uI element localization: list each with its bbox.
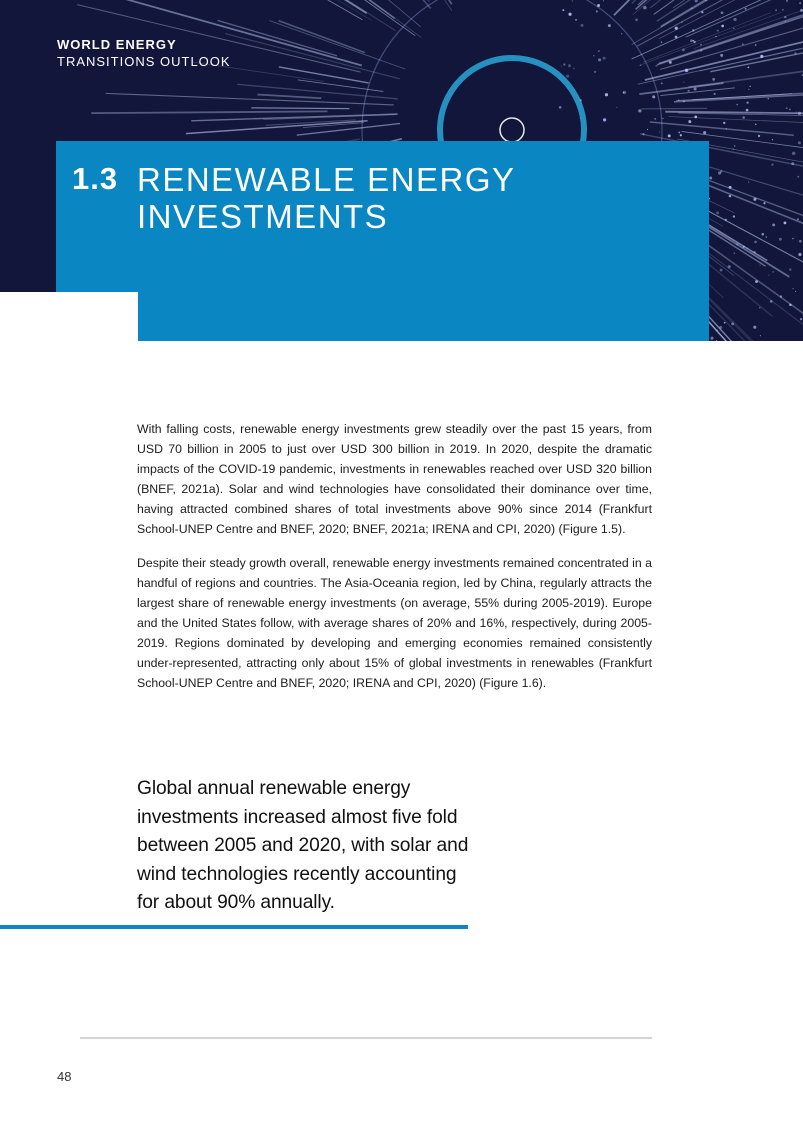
pull-quote: Global annual renewable energy investments increased almost five fold between 2005 and 2020, with solar and wind technologies recently accounting for about 90% annually. <box>137 778 469 913</box>
publication-brand <box>57 36 231 70</box>
section-title-panel-lower <box>138 292 709 341</box>
body-paragraph: With falling costs, renewable energy investments grew steadily over the past 15 years, from USD 70 billion in 2005 to just over USD 300 billion in 2019. In 2020, despite the dramatic impacts of the COVID-19 pandemic, investments in renewables reached over USD 320 billion (BNEF, 2021a). Solar and wind technologies have consolidated their dominance over time, having attracted combined shares of total investments above 90% since 2014 (Frankfurt School-UNEP Centre and BNEF, 2020; BNEF, 2021a; IRENA and CPI, 2020) (Figure 1.5). <box>137 422 652 537</box>
section-title <box>137 161 516 235</box>
brand-line-2: TRANSITIONS OUTLOOK <box>57 54 231 69</box>
section-title-line-1: RENEWABLE ENERGY <box>137 161 516 198</box>
section-number: 1.3 <box>72 161 119 196</box>
panel-notch <box>0 292 138 341</box>
pull-quote-rule <box>0 925 468 929</box>
section-title-line-2: INVESTMENTS <box>137 198 389 235</box>
page-number: 48 <box>57 1069 72 1084</box>
footer-divider <box>80 1037 652 1039</box>
body-text <box>137 419 652 706</box>
body-paragraph: Despite their steady growth overall, renewable energy investments remained concentrated in a handful of regions and countries. The Asia-Oceania region, led by China, regularly attracts the largest share of renewable energy investments (on average, 55% during 2005-2019). Europe and the United States follow, with average shares of 20% and 16%, respectively, during 2005-2019. Regions dominated by developing and emerging economies remained consistently under-represented, attracting only about 15% of global investments in renewables (Frankfurt School-UNEP Centre and BNEF, 2020; IRENA and CPI, 2020) (Figure 1.6). <box>137 555 652 691</box>
brand-line-1: WORLD ENERGY <box>57 37 177 52</box>
